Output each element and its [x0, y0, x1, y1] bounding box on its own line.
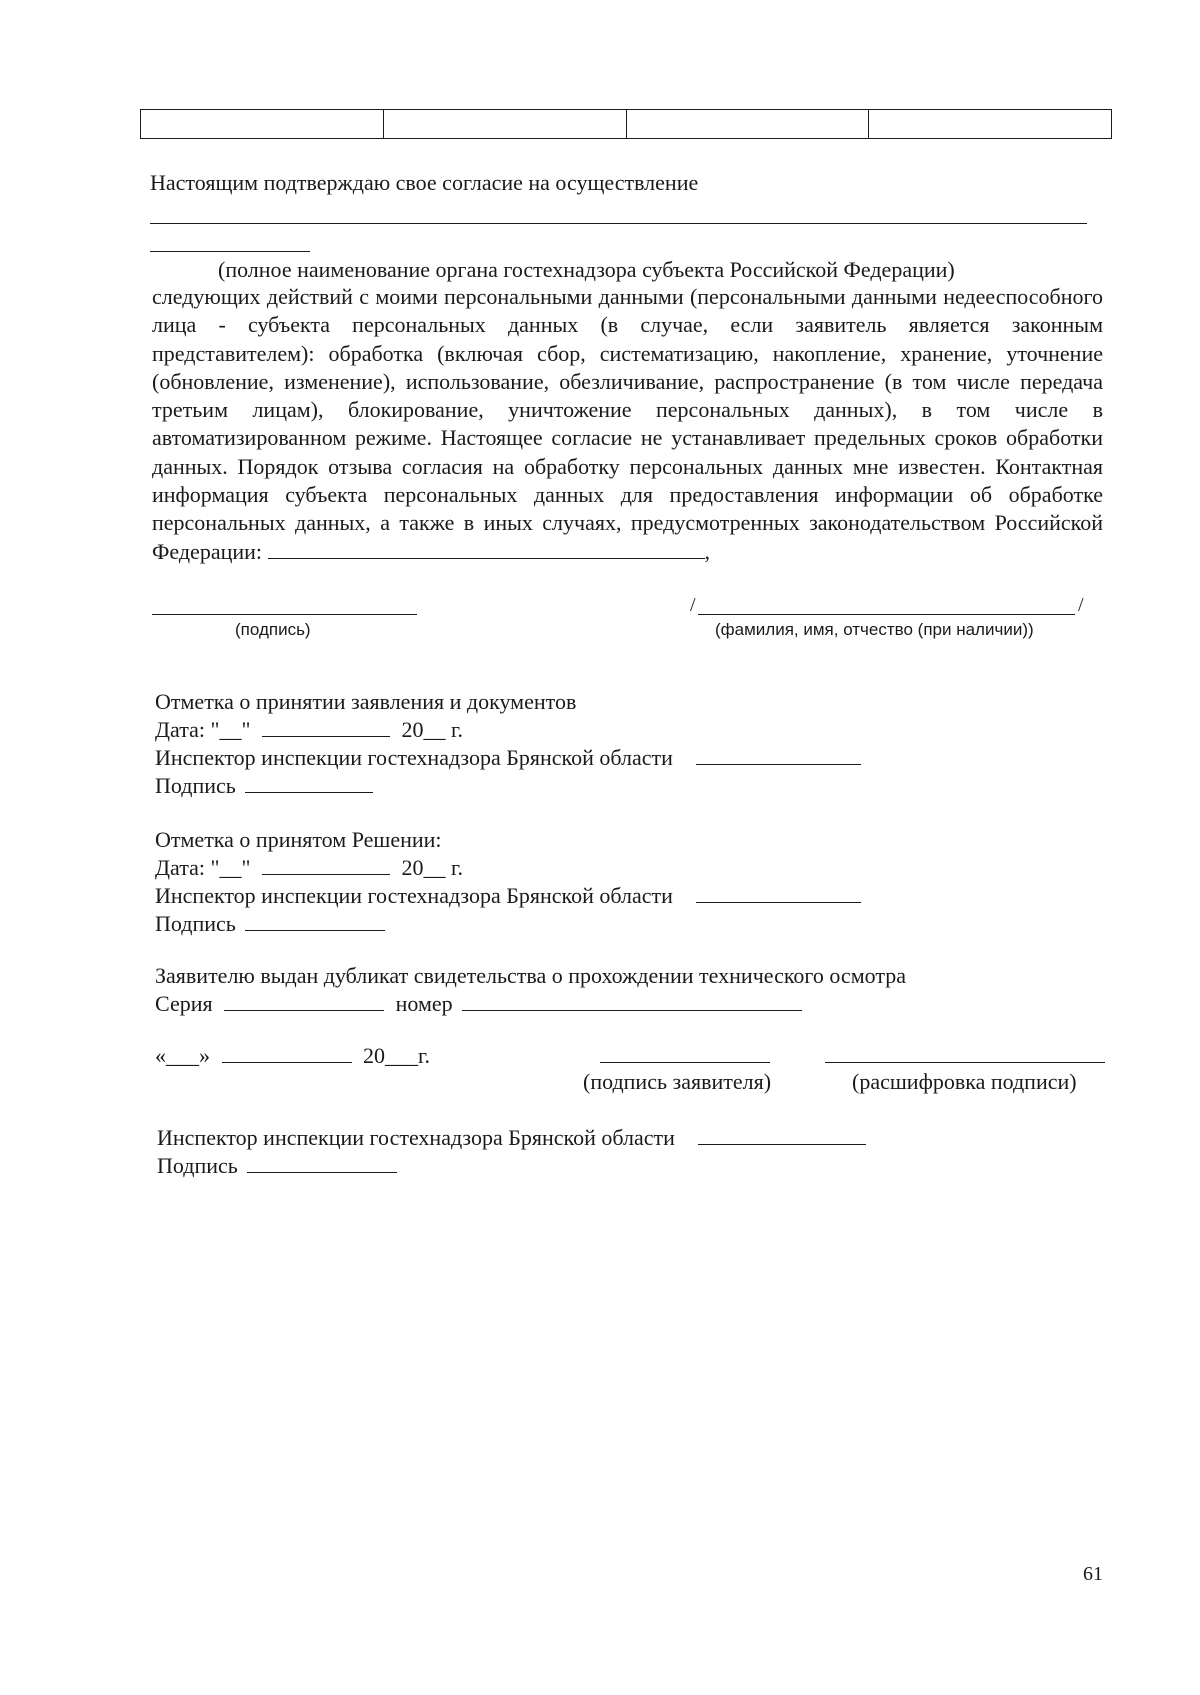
authority-name-line-continuation[interactable]	[150, 251, 310, 252]
duplicate-inspector-row	[157, 1124, 866, 1152]
decision-date-row	[155, 854, 463, 882]
decision-month-field[interactable]	[262, 854, 390, 875]
decision-inspector-label: Инспектор инспекции гостехнадзора Брянской области	[155, 883, 673, 908]
contact-info-field[interactable]	[268, 538, 705, 559]
acceptance-inspector-label: Инспектор инспекции гостехнадзора Брянской области	[155, 745, 673, 770]
decision-signature-field[interactable]	[245, 910, 385, 931]
acceptance-inspector-field[interactable]	[696, 744, 861, 765]
header-table-cell	[141, 110, 384, 138]
acceptance-month-field[interactable]	[262, 716, 390, 737]
acceptance-title: Отметка о принятии заявления и документов	[155, 689, 577, 714]
header-table	[140, 109, 1112, 139]
duplicate-signature-row	[157, 1152, 397, 1180]
authority-caption: (полное наименование органа гостехнадзора субъекта Российской Федерации)	[218, 257, 955, 282]
duplicate-date-row	[155, 1042, 430, 1070]
header-table-cell	[869, 110, 1111, 138]
signature-line[interactable]	[152, 614, 417, 615]
page-number: 61	[1083, 1563, 1103, 1585]
signature-decode-line[interactable]	[825, 1062, 1105, 1063]
fio-slash-left: /	[690, 594, 696, 616]
fio-caption: (фамилия, имя, отчество (при наличии))	[715, 620, 1034, 639]
acceptance-signature-label: Подпись	[155, 773, 236, 798]
acceptance-signature-row	[155, 772, 373, 800]
duplicate-signature-label: Подпись	[157, 1153, 238, 1178]
decision-title: Отметка о принятом Решении:	[155, 827, 442, 852]
decision-year-label: 20__ г.	[401, 855, 463, 880]
contact-info-comma: ,	[704, 538, 711, 564]
decision-inspector-field[interactable]	[696, 882, 861, 903]
signature-decode-caption: (расшифровка подписи)	[852, 1069, 1077, 1094]
decision-inspector-row	[155, 882, 861, 910]
signature-caption: (подпись)	[235, 620, 311, 639]
fio-slash-right: /	[1078, 594, 1084, 616]
applicant-signature-line[interactable]	[600, 1062, 770, 1063]
fio-line[interactable]	[698, 614, 1075, 615]
header-table-cell	[627, 110, 870, 138]
acceptance-signature-field[interactable]	[245, 772, 373, 793]
duplicate-series-label: Серия	[155, 991, 213, 1016]
duplicate-number-field[interactable]	[462, 990, 802, 1011]
decision-signature-label: Подпись	[155, 911, 236, 936]
duplicate-series-field[interactable]	[224, 990, 384, 1011]
consent-intro: Настоящим подтверждаю свое согласие на осуществление	[150, 170, 699, 195]
acceptance-date-row	[155, 716, 463, 744]
duplicate-date-open: «___»	[155, 1043, 210, 1068]
consent-body-text: следующих действий с моими персональными данными (персональными данными недееспособного лица - субъекта персональных данных (в случае, если заявитель является законным представителем): обработка (включая сбор, систематизацию, накопление, хранение, уточнение (обновление, изменение), использование, обезличивание, распространение (в том числе передача третьим лицам), блокирование, уничтожение персональных данных), в том числе в автоматизированном режиме. Настоящее согласие не устанавливает предельных сроков обработки данных. Порядок отзыва согласия на обработку персональных данных мне известен. Контактная информация субъекта персональных данных для предоставления информации об обработке персональных данных, а также в иных случаях, предусмотренных законодательством Российской Федерации:	[152, 284, 1103, 564]
acceptance-inspector-row	[155, 744, 861, 772]
acceptance-date-label: Дата: "__"	[155, 717, 251, 742]
duplicate-inspector-field[interactable]	[698, 1124, 866, 1145]
duplicate-series-row	[155, 990, 802, 1018]
header-table-cell	[384, 110, 627, 138]
decision-date-label: Дата: "__"	[155, 855, 251, 880]
applicant-signature-caption: (подпись заявителя)	[583, 1069, 772, 1094]
duplicate-inspector-label: Инспектор инспекции гостехнадзора Брянской области	[157, 1125, 675, 1150]
duplicate-month-field[interactable]	[222, 1042, 352, 1063]
duplicate-title: Заявителю выдан дубликат свидетельства о прохождении технического осмотра	[155, 963, 906, 988]
acceptance-year-label: 20__ г.	[401, 717, 463, 742]
duplicate-number-label: номер	[395, 991, 453, 1016]
decision-signature-row	[155, 910, 385, 938]
consent-body	[152, 283, 1103, 566]
duplicate-year-label: 20___г.	[363, 1043, 431, 1068]
authority-name-line[interactable]	[150, 223, 1087, 224]
duplicate-signature-field[interactable]	[247, 1152, 397, 1173]
